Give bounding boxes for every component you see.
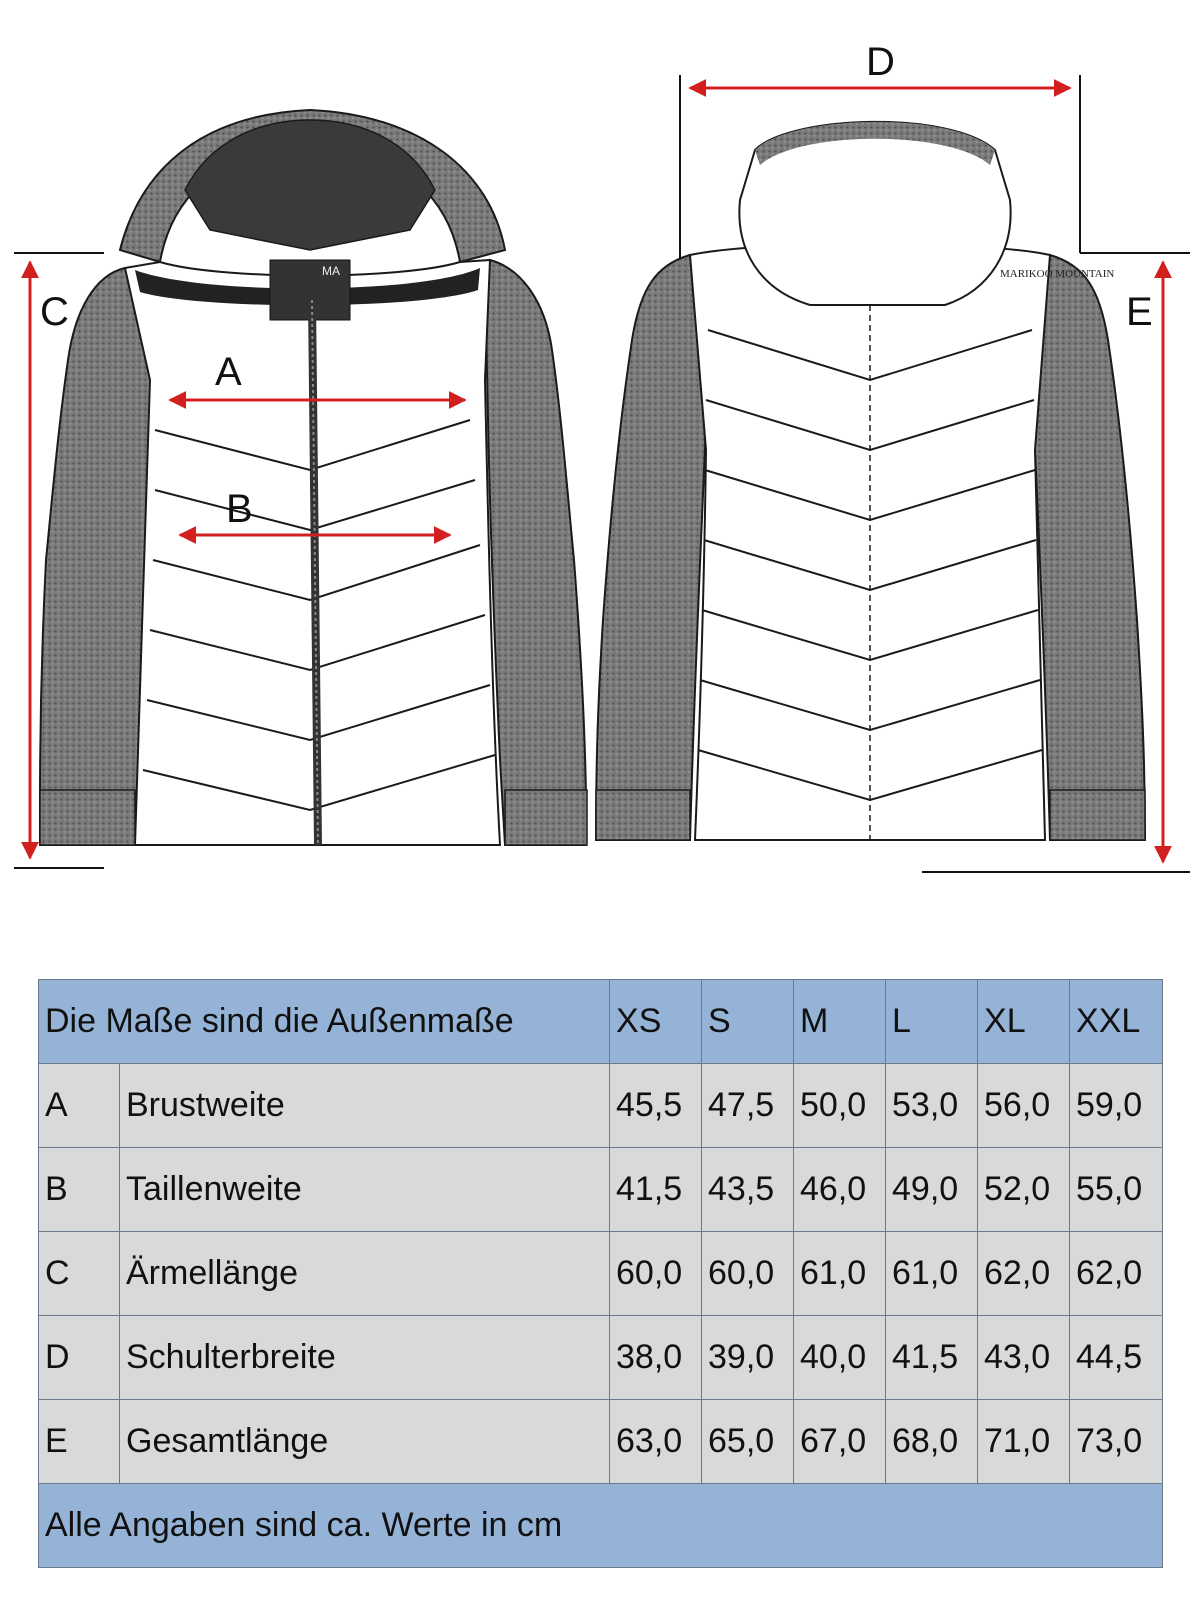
label-c: C (40, 290, 69, 334)
size-header: S (702, 980, 794, 1064)
cell-value: 60,0 (610, 1232, 702, 1316)
table-header-title: Die Maße sind die Außenmaße (39, 980, 610, 1064)
cell-value: 61,0 (886, 1232, 978, 1316)
cell-value: 60,0 (702, 1232, 794, 1316)
row-name: Gesamtlänge (120, 1400, 610, 1484)
brand-logo-text: MARIKOO MOUNTAIN (1000, 268, 1115, 280)
label-a: A (215, 350, 242, 394)
cell-value: 45,5 (610, 1064, 702, 1148)
label-b: B (226, 487, 253, 531)
cell-value: 62,0 (1070, 1232, 1163, 1316)
row-name: Ärmellänge (120, 1232, 610, 1316)
cell-value: 71,0 (978, 1400, 1070, 1484)
row-code: D (39, 1316, 120, 1400)
cell-value: 49,0 (886, 1148, 978, 1232)
cell-value: 44,5 (1070, 1316, 1163, 1400)
cell-value: 65,0 (702, 1400, 794, 1484)
cell-value: 73,0 (1070, 1400, 1163, 1484)
front-left-sleeve (40, 268, 150, 845)
size-header: XS (610, 980, 702, 1064)
label-d: D (866, 40, 895, 84)
table-header-row (39, 980, 1163, 1064)
back-jacket (596, 122, 1145, 840)
label-e: E (1126, 290, 1153, 334)
table-row (39, 1064, 1163, 1148)
cell-value: 46,0 (794, 1148, 886, 1232)
table-row (39, 1232, 1163, 1316)
cell-value: 47,5 (702, 1064, 794, 1148)
cell-value: 68,0 (886, 1400, 978, 1484)
cell-value: 67,0 (794, 1400, 886, 1484)
back-right-sleeve (1032, 255, 1145, 840)
size-header: XXL (1070, 980, 1163, 1064)
front-jacket (40, 110, 587, 845)
row-name: Schulterbreite (120, 1316, 610, 1400)
row-code: E (39, 1400, 120, 1484)
size-header: L (886, 980, 978, 1064)
cell-value: 43,5 (702, 1148, 794, 1232)
cell-value: 43,0 (978, 1316, 1070, 1400)
cell-value: 59,0 (1070, 1064, 1163, 1148)
cell-value: 55,0 (1070, 1148, 1163, 1232)
cell-value: 52,0 (978, 1148, 1070, 1232)
cell-value: 41,5 (610, 1148, 702, 1232)
cell-value: 39,0 (702, 1316, 794, 1400)
cell-value: 41,5 (886, 1316, 978, 1400)
size-chart-table (38, 979, 1163, 1568)
row-code: B (39, 1148, 120, 1232)
cell-value: 53,0 (886, 1064, 978, 1148)
cell-value: 56,0 (978, 1064, 1070, 1148)
cell-value: 63,0 (610, 1400, 702, 1484)
row-code: A (39, 1064, 120, 1148)
table-footer-note: Alle Angaben sind ca. Werte in cm (39, 1484, 1163, 1568)
hang-tag-text: MA (322, 264, 340, 278)
cell-value: 38,0 (610, 1316, 702, 1400)
cell-value: 62,0 (978, 1232, 1070, 1316)
row-name: Brustweite (120, 1064, 610, 1148)
size-header: M (794, 980, 886, 1064)
cell-value: 50,0 (794, 1064, 886, 1148)
cell-value: 40,0 (794, 1316, 886, 1400)
row-name: Taillenweite (120, 1148, 610, 1232)
cell-value: 61,0 (794, 1232, 886, 1316)
row-code: C (39, 1232, 120, 1316)
front-right-sleeve (485, 260, 586, 845)
size-header: XL (978, 980, 1070, 1064)
back-left-sleeve (596, 255, 708, 840)
table-row (39, 1400, 1163, 1484)
table-footer-row (39, 1484, 1163, 1568)
table-row (39, 1316, 1163, 1400)
table-row (39, 1148, 1163, 1232)
